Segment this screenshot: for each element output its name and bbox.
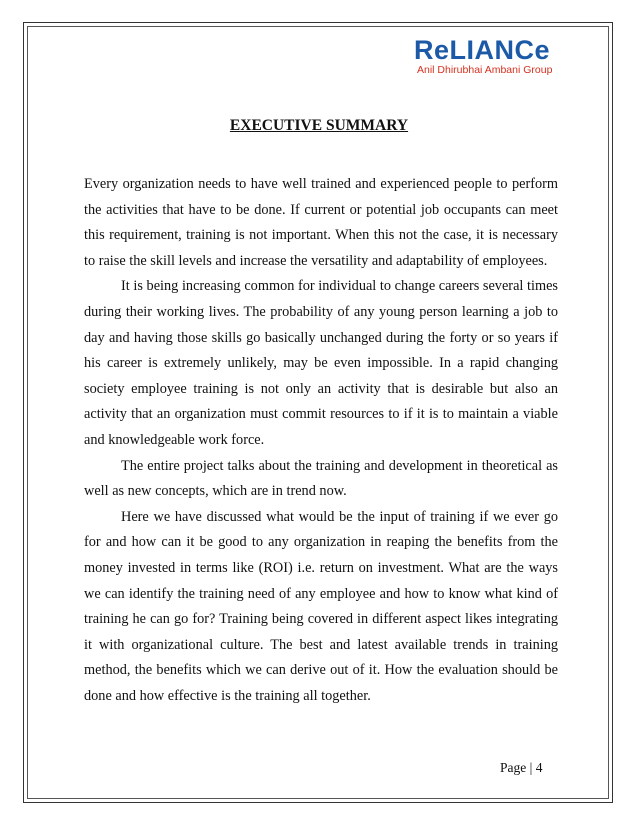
document-title: EXECUTIVE SUMMARY: [229, 117, 409, 134]
paragraph-3: The entire project talks about the training and development in theoretical as well as new concepts, which are in trend now.: [84, 457, 558, 500]
paragraph-2: It is being increasing common for individual to change careers several times during their working lives. The probability of any young person learning a job to day and having those skills go basically unchanged during the forty or so years if his career is extremely unlikely, may be even impossible. In a rapid changing society employee training is not only an activity that is desirable but also an activity that an organization must commit resources to if it is to maintain a viable and knowledgeable work force.: [84, 278, 558, 448]
logo-subtitle: Anil Dhirubhai Ambani Group: [417, 64, 553, 76]
paragraph-4: Here we have discussed what would be the input of training if we ever go for and how can it be good to any organization in reaping the benefits from the money invested in terms like (ROI) i.e. return on investment. What are the ways we can identify the training need of any employee and how to know what kind of training he can go for? Training being covered in different aspect likes integrating it with organizational culture. The best and latest available trends in training method, the benefits which we can derive out of it. How the evaluation should be done and how effective is the training all together.: [84, 508, 558, 704]
logo-wordmark: ReLIANCe: [414, 35, 551, 65]
document-body: [84, 172, 558, 709]
page-number: Page | 4: [500, 760, 543, 775]
reliance-logo: [414, 36, 564, 80]
paragraph-1: Every organization needs to have well trained and experienced people to perform the activities that have to be done. If current or potential job occupants can meet this requirement, training is not important. When this not the case, it is necessary to raise the skill levels and increase the versatility and adaptability of employees.: [84, 176, 558, 269]
